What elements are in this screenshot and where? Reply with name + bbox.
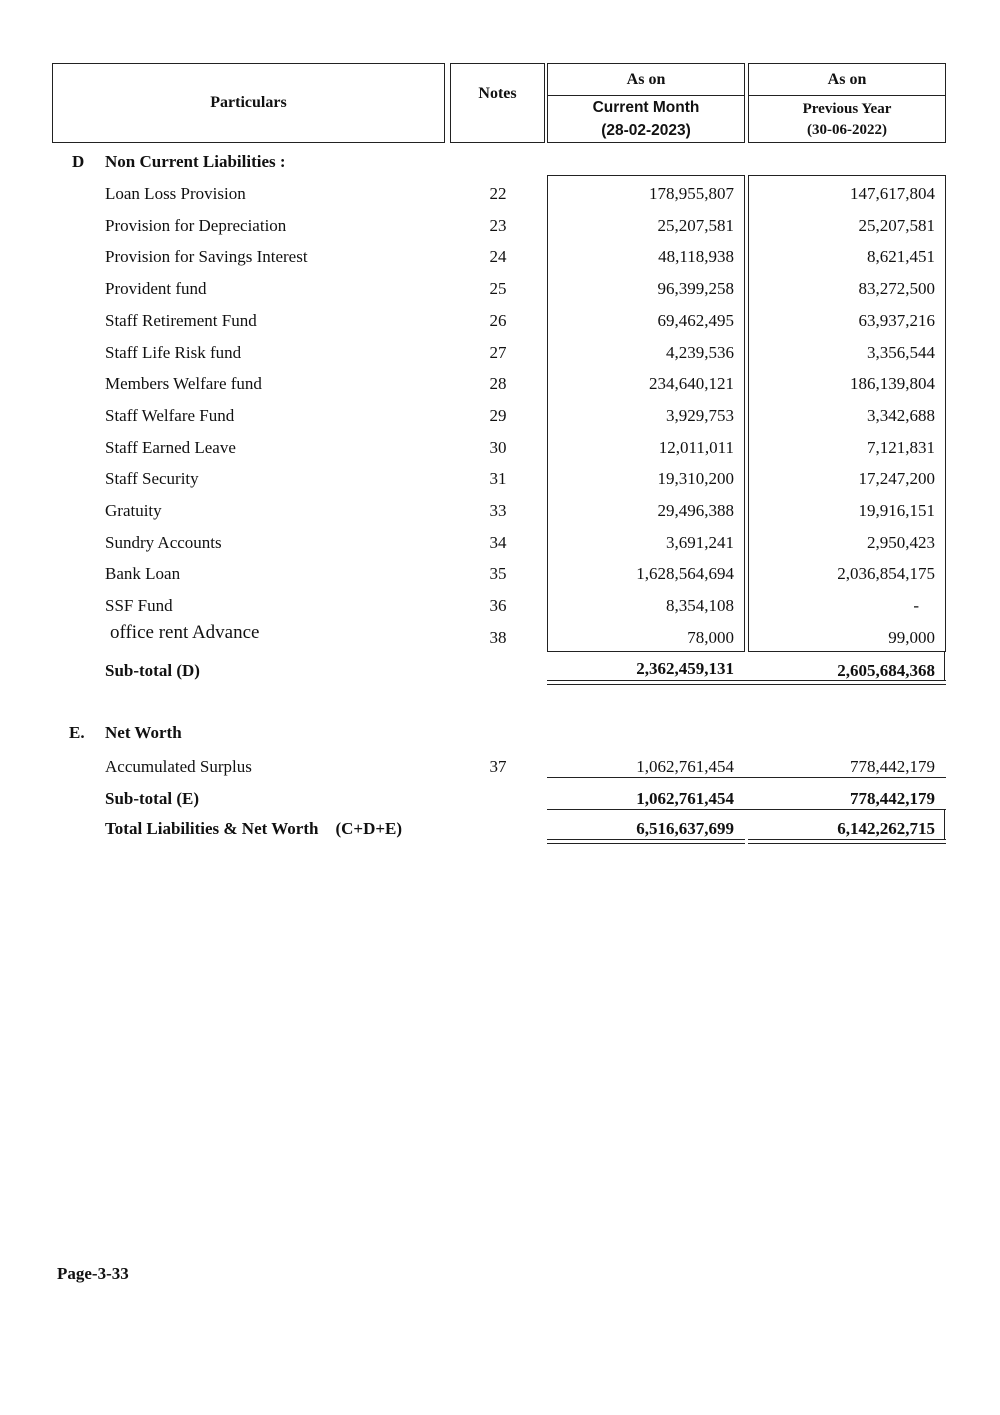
row-previous-value: 2,036,854,175 (837, 564, 935, 584)
header-previous-as-on: As on (827, 71, 867, 88)
row-label: Staff Earned Leave (105, 437, 236, 457)
row-label: Gratuity (105, 501, 162, 520)
row-current-value: 1,628,564,694 (636, 564, 734, 584)
row-previous-value: 3,342,688 (867, 405, 935, 425)
row-label: Staff Welfare Fund (105, 405, 235, 425)
table-row (0, 592, 1000, 622)
row-label: Loan Loss Provision (105, 184, 246, 203)
header-current-cell (547, 63, 745, 143)
row-note: 34 (489, 532, 507, 552)
header-previous-label: Previous Year (802, 100, 892, 117)
table-row (0, 497, 1000, 527)
row-previous-value: 17,247,200 (858, 469, 935, 489)
row-label: Provision for Depreciation (105, 215, 287, 235)
row-label: Sundry Accounts (105, 532, 222, 552)
row-label: Bank Loan (105, 564, 181, 584)
row-previous-value: 2,950,423 (867, 532, 935, 552)
header-particulars: Particulars (210, 94, 287, 111)
row-current-value: 3,929,753 (666, 405, 734, 425)
table-row (0, 212, 1000, 242)
subtotal-e-previous: 778,442,179 (850, 789, 935, 808)
subtotal-d-double-rule (547, 680, 946, 685)
total-previous: 6,142,262,715 (837, 819, 935, 838)
table-row (0, 560, 1000, 590)
row-previous-value: 8,621,451 (867, 247, 935, 267)
row-note: 36 (489, 596, 507, 616)
header-notes: Notes (478, 85, 517, 103)
page-number: Page-3-33 (57, 1264, 129, 1283)
header-divider (749, 95, 945, 96)
section-e-title: Net Worth (105, 723, 182, 742)
row-note: 31 (489, 469, 507, 489)
table-row (0, 307, 1000, 337)
row-previous-value: 7,121,831 (867, 437, 935, 457)
row-note: 23 (489, 215, 507, 235)
row-previous-value: 3,356,544 (867, 342, 935, 362)
row-label: Provision for Savings Interest (105, 247, 308, 267)
header-current-date: (28-02-2023) (601, 122, 691, 139)
row-previous-value: 778,442,179 (850, 757, 935, 776)
subtotal-d-previous: 2,605,684,368 (837, 661, 935, 680)
row-current-value: 1,062,761,454 (636, 757, 734, 776)
header-current-as-on: As on (626, 71, 666, 88)
table-row (0, 753, 1000, 783)
total-double-rule-current (547, 839, 745, 844)
row-current-value: 96,399,258 (657, 279, 734, 299)
row-label: Staff Life Risk fund (105, 342, 242, 362)
table-row (0, 370, 1000, 400)
row-note: 27 (489, 342, 507, 362)
accumulated-surplus-rule (547, 777, 946, 778)
section-d-letter: D (72, 152, 85, 171)
row-note: 22 (489, 184, 507, 203)
subtotal-e-rule (547, 809, 946, 810)
table-row (0, 529, 1000, 559)
row-label: office rent Advance (110, 622, 260, 643)
row-current-value: 12,011,011 (658, 437, 734, 457)
table-row (0, 339, 1000, 369)
row-current-value: 78,000 (687, 628, 734, 647)
row-current-value: 178,955,807 (649, 184, 734, 203)
row-label: Provident fund (105, 279, 207, 299)
row-current-value: 25,207,581 (657, 215, 734, 235)
row-current-value: 234,640,121 (649, 374, 734, 394)
row-note: 35 (489, 564, 507, 584)
row-previous-value: 19,916,151 (858, 501, 935, 520)
row-note: 33 (489, 501, 507, 520)
row-current-value: 8,354,108 (666, 596, 734, 616)
row-label: SSF Fund (105, 596, 173, 616)
table-row (0, 180, 1000, 210)
header-particulars-cell (52, 63, 445, 143)
table-row (0, 402, 1000, 432)
row-previous-value: 25,207,581 (858, 215, 935, 235)
row-label: Staff Security (105, 469, 199, 489)
total-label: Total Liabilities & Net Worth (C+D+E) (105, 819, 403, 838)
subtotal-e-current: 1,062,761,454 (636, 789, 734, 808)
row-note: 28 (489, 374, 507, 394)
row-current-value: 4,239,536 (666, 342, 734, 362)
row-note: 29 (489, 405, 507, 425)
row-current-value: 29,496,388 (657, 501, 734, 520)
header-previous-cell (748, 63, 946, 143)
table-row (0, 434, 1000, 464)
row-note: 26 (489, 310, 507, 330)
row-current-value: 3,691,241 (666, 532, 734, 552)
section-e-letter: E. (69, 723, 85, 742)
section-d-title: Non Current Liabilities : (105, 152, 286, 171)
row-previous-value: 99,000 (888, 628, 935, 647)
table-row (0, 624, 1000, 654)
row-current-value: 19,310,200 (657, 469, 734, 489)
row-note: 38 (489, 628, 507, 647)
table-row (0, 243, 1000, 273)
row-previous-value: 63,937,216 (858, 310, 935, 330)
header-previous-date: (30-06-2022) (807, 121, 887, 138)
row-previous-value: 186,139,804 (850, 374, 935, 394)
subtotal-d-right-border (944, 652, 945, 681)
row-current-value: 69,462,495 (657, 310, 734, 330)
subtotal-e-row (0, 785, 1000, 815)
header-notes-cell (450, 63, 545, 143)
row-label: Staff Retirement Fund (105, 310, 257, 330)
row-previous-value: - (913, 596, 919, 616)
row-note: 24 (489, 247, 507, 267)
subtotal-d-label: Sub-total (D) (105, 661, 200, 680)
total-right-border (944, 809, 945, 840)
row-note: 25 (489, 279, 507, 299)
row-label: Accumulated Surplus (105, 757, 252, 776)
row-current-value: 48,118,938 (658, 247, 734, 267)
row-previous-value: 83,272,500 (858, 279, 935, 299)
row-note: 30 (489, 437, 507, 457)
table-row (0, 275, 1000, 305)
subtotal-d-current: 2,362,459,131 (636, 659, 734, 678)
row-previous-value: 147,617,804 (850, 184, 935, 203)
row-label: Members Welfare fund (105, 374, 262, 394)
row-note: 37 (489, 757, 507, 776)
total-double-rule-previous (748, 839, 946, 844)
table-row (0, 465, 1000, 495)
total-current: 6,516,637,699 (636, 819, 734, 838)
subtotal-e-label: Sub-total (E) (105, 789, 199, 808)
header-current-label: Current Month (592, 99, 700, 116)
